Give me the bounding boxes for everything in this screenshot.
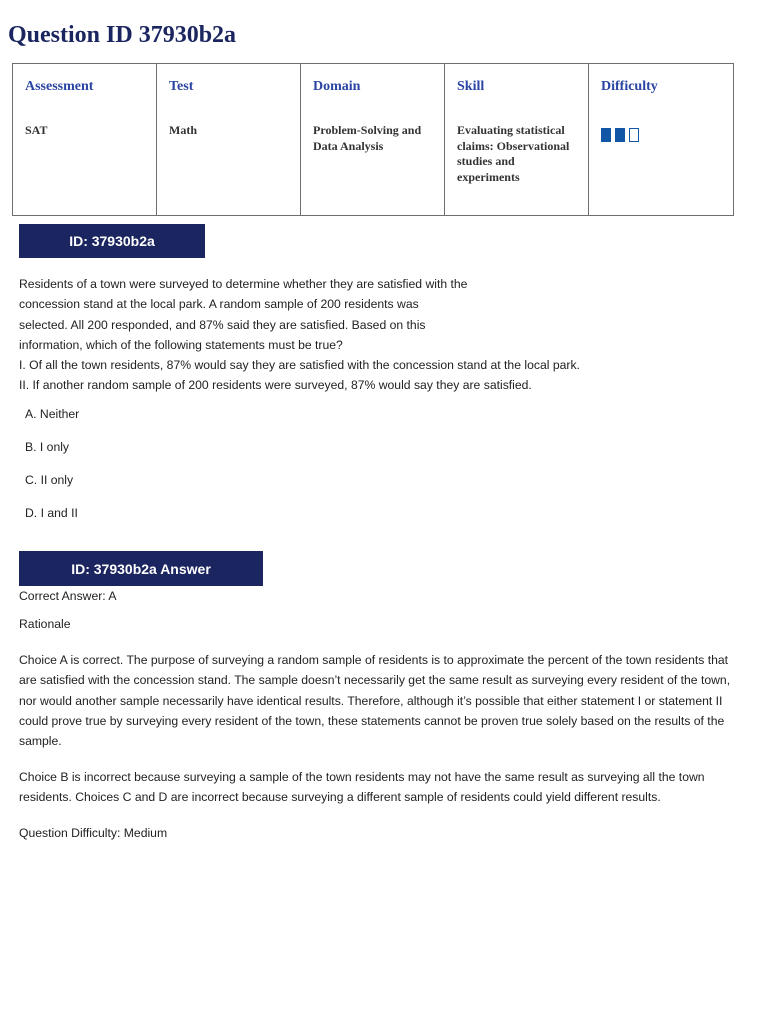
question-difficulty: Question Difficulty: Medium	[19, 826, 168, 840]
stem-line: Residents of a town were surveyed to determine whether they are satisfied with the	[19, 277, 468, 291]
domain-header: Domain	[313, 79, 361, 94]
difficulty-indicator	[601, 128, 721, 142]
difficulty-cell	[589, 64, 734, 216]
domain-value: Problem-Solving and Data Analysis	[313, 123, 422, 153]
difficulty-bar-empty	[629, 128, 639, 142]
question-id-banner: ID: 37930b2a	[19, 224, 205, 258]
skill-header: Skill	[457, 79, 485, 94]
domain-cell	[301, 64, 445, 216]
assessment-header: Assessment	[25, 79, 94, 94]
rationale-label: Rationale	[19, 617, 71, 631]
assessment-value: SAT	[25, 123, 48, 137]
stem-line: II. If another random sample of 200 residents were surveyed, 87% would say they are satisfied.	[19, 378, 532, 393]
test-header: Test	[169, 79, 194, 94]
stem-line: concession stand at the local park. A random sample of 200 residents was	[19, 297, 419, 312]
assessment-cell	[13, 64, 157, 216]
choice-d: D. I and II	[25, 506, 78, 520]
page-title: Question ID 37930b2a	[8, 22, 237, 48]
choice-c: C. II only	[25, 473, 74, 487]
skill-value: Evaluating statistical claims: Observational studies and experiments	[457, 123, 570, 184]
correct-answer: Correct Answer: A	[19, 589, 117, 603]
stem-line: selected. All 200 responded, and 87% said they are satisfied. Based on this	[19, 317, 426, 332]
skill-cell	[445, 64, 589, 216]
stem-line: information, which of the following statements must be true?	[19, 337, 343, 352]
difficulty-bar-filled	[601, 128, 611, 142]
test-cell	[157, 64, 301, 216]
difficulty-header: Difficulty	[601, 79, 658, 94]
difficulty-bar-filled	[615, 128, 625, 142]
question-stem	[19, 274, 659, 396]
stem-line: I. Of all the town residents, 87% would say they are satisfied with the concession stand at the local park.	[19, 358, 580, 373]
choice-b: B. I only	[25, 440, 70, 454]
rationale-paragraph-a: Choice A is correct. The purpose of surveying a random sample of residents is to approximate the percent of the town residents that are satisfied with the concession stand. The sample doesn’t necessarily get the same result as surveying every resident of the town, nor would another sample necessarily have identical results. Therefore, although it’s possible that either statement I or statement II could prove true by surveying every resident of the town, these statements cannot be proven true solely based on the results of the sample.	[19, 653, 731, 749]
answer-id-banner: ID: 37930b2a Answer	[19, 551, 263, 586]
test-value: Math	[169, 123, 197, 137]
question-metadata-table	[12, 63, 734, 216]
rationale-paragraph-b: Choice B is incorrect because surveying a sample of the town residents may not have the same result as surveying all the town residents. Choices C and D are incorrect because surveying a different sample of residents could yield different results.	[19, 770, 705, 805]
choice-a: A. Neither	[25, 407, 80, 421]
